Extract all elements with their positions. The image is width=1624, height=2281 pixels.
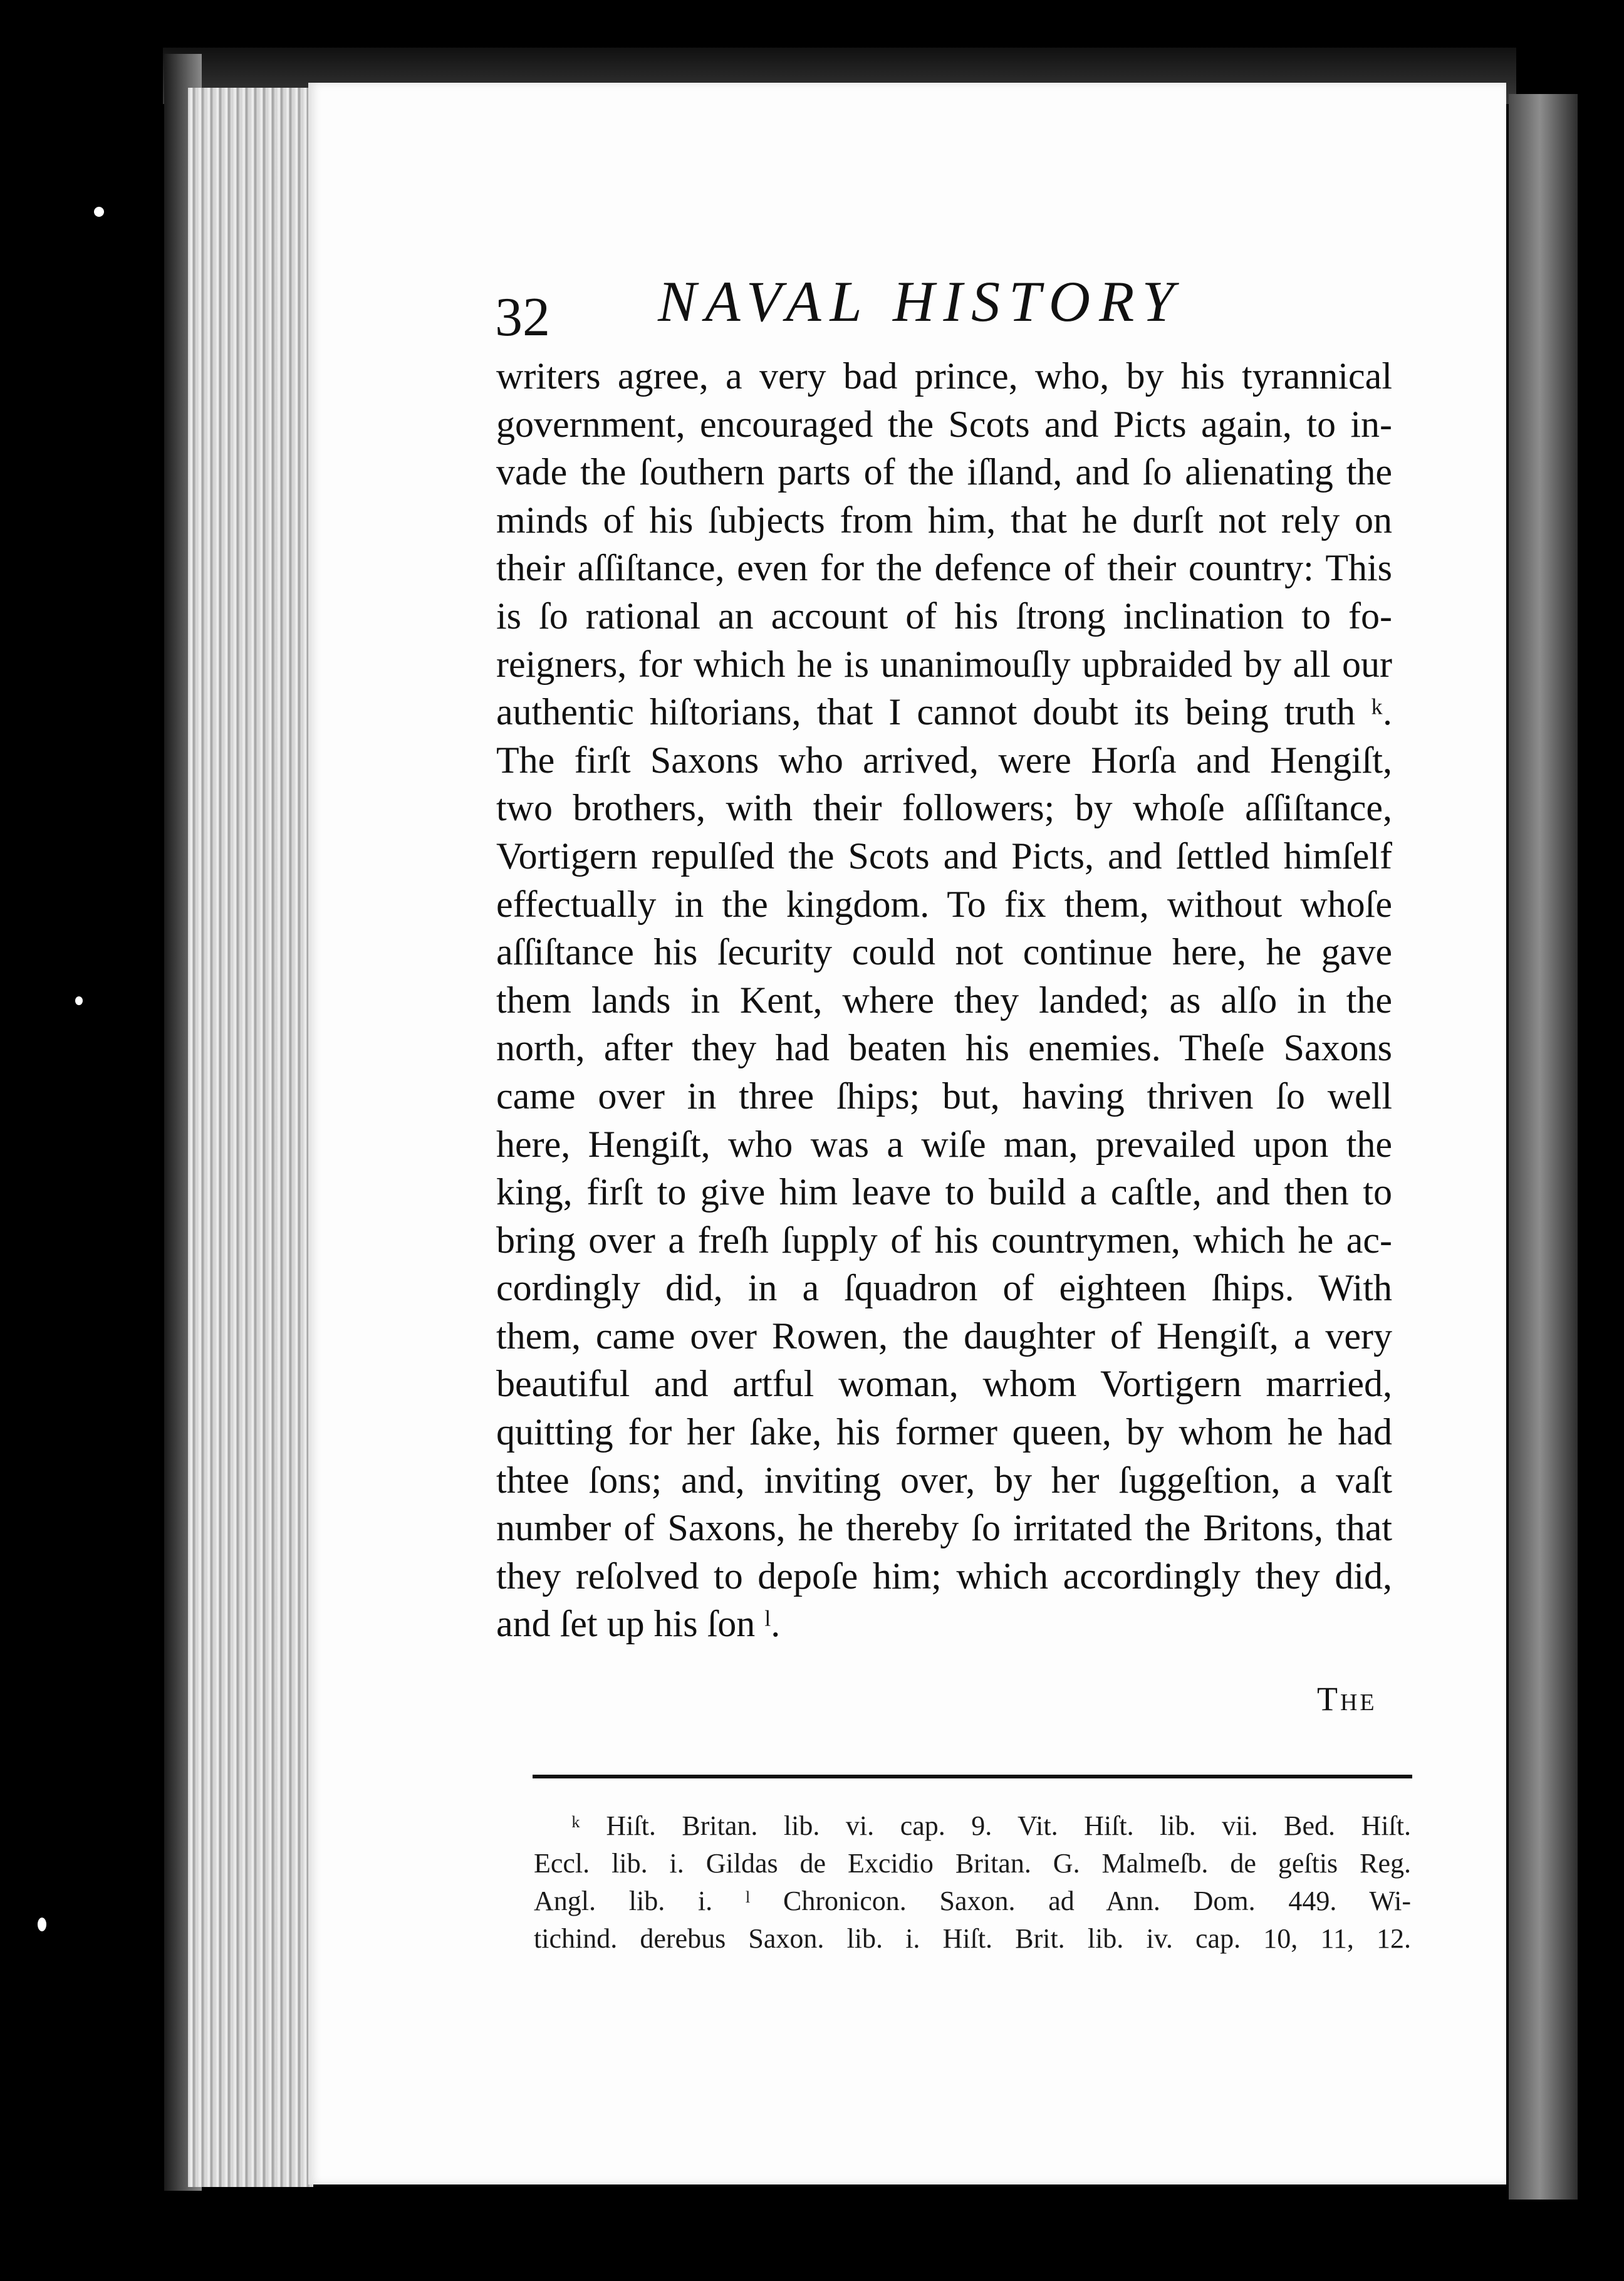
text-line: number of Saxons, he thereby ſo irritated the Britons, that [496,1507,1392,1549]
text-line: beautiful and artful woman, whom Vortigern married, [496,1363,1392,1405]
text-line: they reſolved to depoſe him; which accordingly they did, [496,1555,1392,1597]
page-number: 32 [495,287,550,348]
footnotes [534,1807,1411,1958]
catchword: The [1317,1680,1377,1718]
book-page [308,83,1506,2184]
text-line: is ſo rational an account of his ſtrong inclination to fo- [496,595,1392,637]
text-line: vade the ſouthern parts of the iſland, and ſo alienating the [496,451,1392,493]
text-line: Vortigern repulſed the Scots and Picts, and ſettled himſelf [496,835,1392,877]
text-line: cordingly did, in a ſquadron of eighteen ſhips. With [496,1267,1392,1309]
footnote-line: Eccl. lib. i. Gildas de Excidio Britan. G. Malmeſb. de geſtis Reg. [534,1848,1411,1879]
text-line: north, after they had beaten his enemies. Theſe Saxons [496,1027,1392,1069]
text-line: aſſiſtance his ſecurity could not continue here, he gave [496,931,1392,973]
speck [94,207,104,217]
text-line: effectually in the kingdom. To fix them, without whoſe [496,883,1392,925]
text-line: two brothers, with their followers; by whoſe aſſiſtance, [496,787,1392,829]
text-line: reigners, for which he is unanimouſly upbraided by all our [496,643,1392,685]
text-line: came over in three ſhips; but, having thriven ſo well [496,1075,1392,1117]
text-line: government, encouraged the Scots and Picts again, to in- [496,403,1392,445]
running-head [495,268,1497,350]
page-edges [188,88,313,2187]
text-line: king, firſt to give him leave to build a caſtle, and then to [496,1171,1392,1213]
footnote-rule [533,1775,1412,1778]
running-title: NAVAL HISTORY [658,269,1183,333]
footnote-line: tichind. derebus Saxon. lib. i. Hiſt. Brit. lib. iv. cap. 10, 11, 12. [534,1923,1411,1954]
text-line: them lands in Kent, where they landed; as alſo in the [496,979,1392,1021]
text-line: thtee ſons; and, inviting over, by her ſuggeſtion, a vaſt [496,1459,1392,1501]
text-line: here, Hengiſt, who was a wiſe man, prevailed upon the [496,1123,1392,1165]
text-line: bring over a freſh ſupply of his countrymen, which he ac- [496,1219,1392,1261]
footnote-line: ᵏ Hiſt. Britan. lib. vi. cap. 9. Vit. Hiſt. lib. vii. Bed. Hiſt. [571,1810,1411,1841]
text-line: their aſſiſtance, even for the defence of their country: This [496,547,1392,589]
speck [38,1918,46,1931]
speck [75,996,83,1005]
text-line: The firſt Saxons who arrived, were Horſa and Hengiſt, [496,739,1392,781]
body-text [496,352,1392,1648]
text-line: them, came over Rowen, the daughter of Hengiſt, a very [496,1315,1392,1357]
text-line: minds of his ſubjects from him, that he durſt not rely on [496,499,1392,541]
footnote-line: Angl. lib. i. ˡ Chronicon. Saxon. ad Ann. Dom. 449. Wi- [534,1886,1411,1916]
book-gutter [1509,94,1578,2200]
text-line: writers agree, a very bad prince, who, by his tyrannical [496,355,1392,397]
text-line: quitting for her ſake, his former queen, by whom he had [496,1411,1392,1453]
text-line: authentic hiſtorians, that I cannot doubt its being truth ᵏ. [496,691,1392,733]
text-line: and ſet up his ſon ˡ. [496,1603,781,1645]
